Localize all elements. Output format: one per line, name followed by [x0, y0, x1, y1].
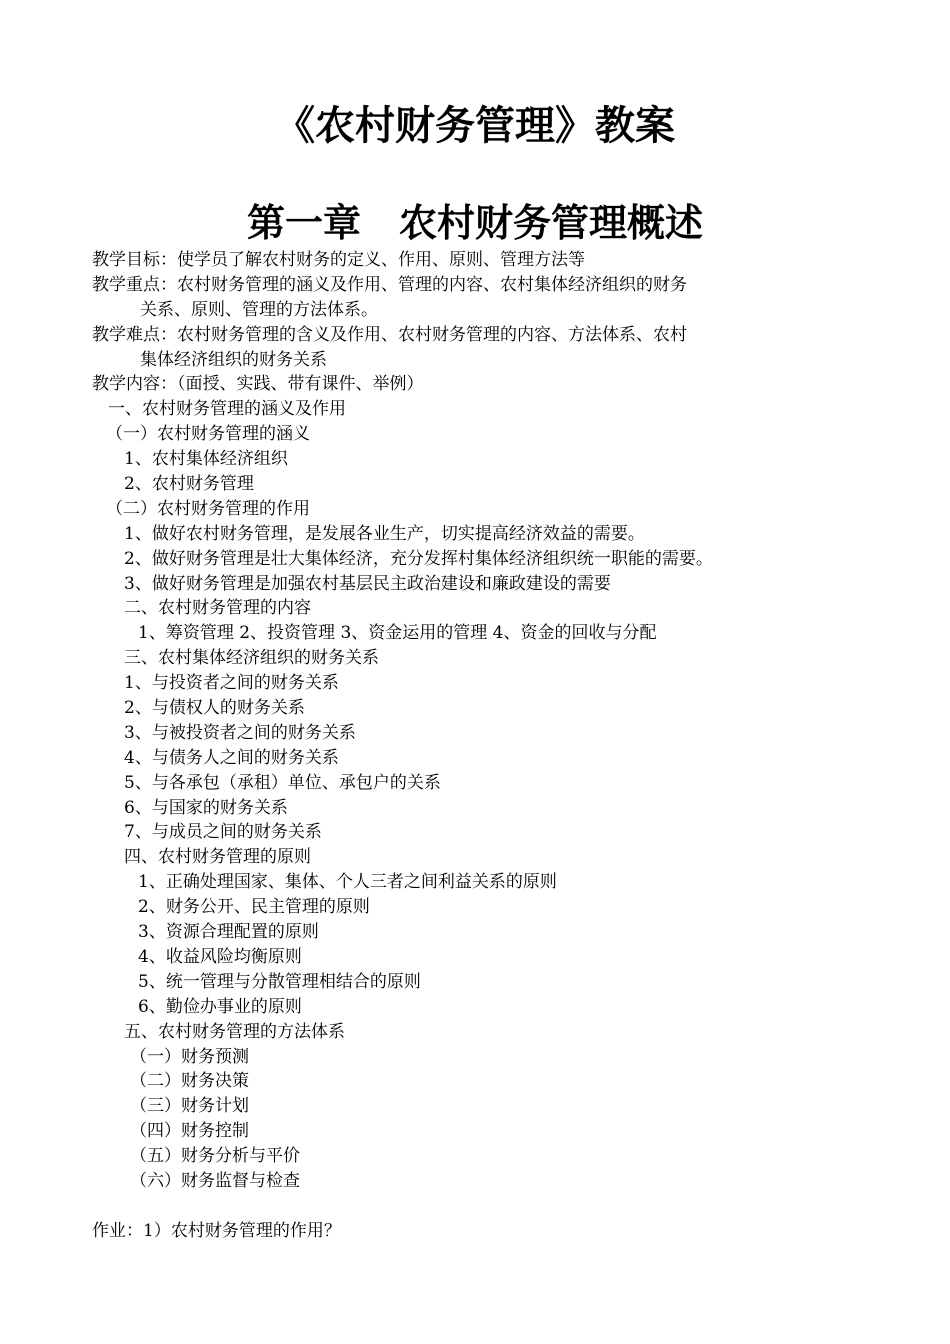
- list-item: 4、收益风险均衡原则: [138, 946, 302, 967]
- list-item: 2、农村财务管理: [124, 474, 254, 495]
- list-item: 6、勤俭办事业的原则: [138, 996, 302, 1017]
- section-heading: 四、农村财务管理的原则: [124, 847, 311, 868]
- list-item: 1、正确处理国家、集体、个人三者之间利益关系的原则: [138, 872, 557, 893]
- subsection-heading: （二）农村财务管理的作用: [106, 498, 310, 519]
- teaching-content: 教学内容：（面授、实践、带有课件、举例）: [92, 374, 424, 395]
- section-heading: 一、农村财务管理的涵义及作用: [108, 399, 346, 420]
- teaching-difficulty: 教学难点：农村财务管理的含义及作用、农村财务管理的内容、方法体系、农村: [92, 324, 687, 345]
- list-item: 2、财务公开、民主管理的原则: [138, 897, 370, 918]
- teaching-focus-continued: 关系、原则、管理的方法体系。: [140, 299, 378, 320]
- list-item: 2、做好财务管理是壮大集体经济，充分发挥村集体经济组织统一职能的需要。: [124, 548, 713, 569]
- document-body: [92, 248, 912, 1244]
- list-item: 1、农村集体经济组织: [124, 449, 288, 470]
- blank-line: [92, 1194, 912, 1219]
- list-item: 2、与债权人的财务关系: [124, 698, 305, 719]
- document-title: 《农村财务管理》教案: [275, 102, 675, 149]
- list-item: 3、与被投资者之间的财务关系: [124, 722, 356, 743]
- list-item: （二）财务决策: [130, 1071, 249, 1092]
- list-item: （六）财务监督与检查: [130, 1170, 300, 1191]
- section-heading: 三、农村集体经济组织的财务关系: [124, 648, 379, 669]
- list-item: （一）财务预测: [130, 1046, 249, 1067]
- section-heading: 二、农村财务管理的内容: [124, 598, 311, 619]
- list-item: 1、筹资管理 2、投资管理 3、资金运用的管理 4、资金的回收与分配: [138, 623, 657, 644]
- list-item: （三）财务计划: [130, 1096, 249, 1117]
- list-item: 3、资源合理配置的原则: [138, 922, 319, 943]
- list-item: （四）财务控制: [130, 1121, 249, 1142]
- section-heading: 五、农村财务管理的方法体系: [124, 1021, 345, 1042]
- list-item: 6、与国家的财务关系: [124, 797, 288, 818]
- teaching-difficulty-continued: 集体经济组织的财务关系: [140, 349, 327, 370]
- list-item: 1、与投资者之间的财务关系: [124, 673, 339, 694]
- list-item: 7、与成员之间的财务关系: [124, 822, 322, 843]
- list-item: 5、统一管理与分散管理相结合的原则: [138, 971, 421, 992]
- list-item: 4、与债务人之间的财务关系: [124, 747, 339, 768]
- list-item: 5、与各承包（承租）单位、承包户的关系: [124, 772, 441, 793]
- subsection-heading: （一）农村财务管理的涵义: [106, 424, 310, 445]
- chapter-title: 第一章 农村财务管理概述: [246, 200, 703, 245]
- homework: 作业：1）农村财务管理的作用？: [92, 1220, 341, 1241]
- list-item: 1、做好农村财务管理，是发展各业生产，切实提高经济效益的需要。: [124, 523, 645, 544]
- teaching-focus: 教学重点：农村财务管理的涵义及作用、管理的内容、农村集体经济组织的财务: [92, 274, 687, 295]
- teaching-objective: 教学目标：使学员了解农村财务的定义、作用、原则、管理方法等: [92, 250, 585, 270]
- list-item: 3、做好财务管理是加强农村基层民主政治建设和廉政建设的需要: [124, 573, 611, 594]
- list-item: （五）财务分析与平价: [130, 1146, 300, 1167]
